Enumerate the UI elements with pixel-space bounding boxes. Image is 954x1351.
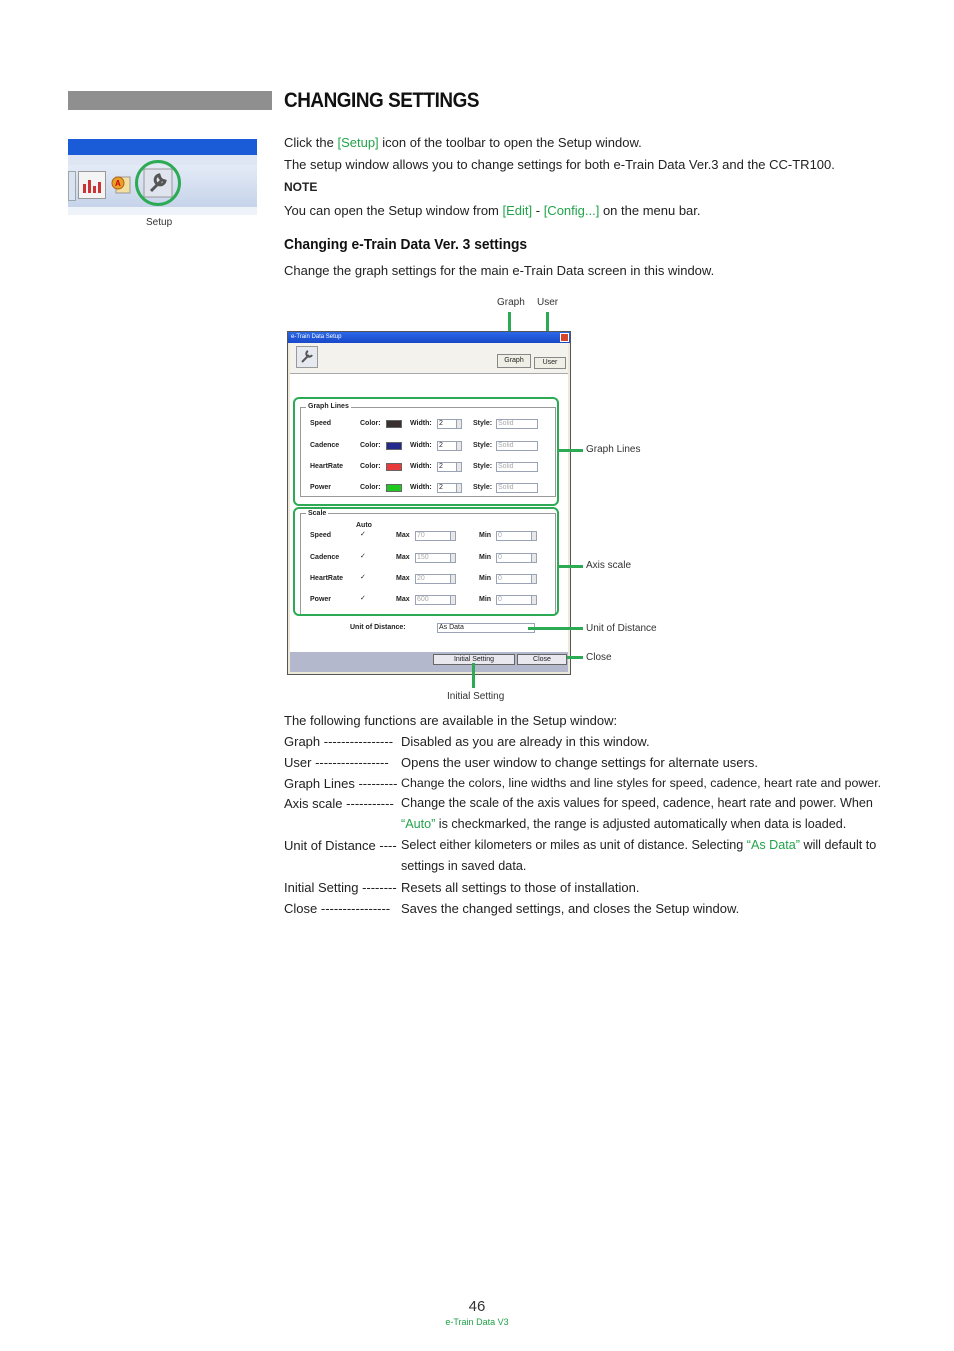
graph-lines-label: Graph Lines: [308, 403, 349, 410]
section-text: Change the graph settings for the main e-Train Data screen in this window.: [284, 263, 715, 278]
heartrate-max-field[interactable]: 20: [415, 574, 451, 584]
auto-label: Auto: [356, 522, 372, 529]
sc-row-power: Power: [310, 596, 332, 603]
style-label: Style:: [473, 484, 493, 491]
min-label: Min: [479, 575, 492, 582]
func-desc-graph-lines: Change the colors, line widths and line styles for speed, cadence, heart rate and power.: [401, 776, 882, 790]
speed-width-field[interactable]: 2: [437, 419, 457, 429]
func-desc-unit-distance: Select either kilometers or miles as unit of distance. Selecting “As Data” will default to settings in saved data.: [401, 838, 877, 873]
func-term-graph: Graph ----------------: [284, 734, 394, 749]
power-width-field[interactable]: 2: [437, 483, 457, 493]
color-label: Color:: [360, 484, 381, 491]
style-label: Style:: [473, 420, 493, 427]
wrench-icon: [296, 346, 318, 368]
setup-window-titlebar: e-Train Data Setup: [288, 332, 570, 343]
heartrate-style-select[interactable]: Solid: [496, 462, 538, 472]
callout-user-label: User: [537, 297, 559, 308]
func-desc-close: Saves the changed settings, and closes the Setup window.: [401, 901, 740, 916]
chart-icon: [78, 171, 106, 199]
heartrate-min-field[interactable]: 0: [496, 574, 532, 584]
note-label: NOTE: [284, 180, 318, 194]
min-label: Min: [479, 554, 492, 561]
func-term-initial-setting: Initial Setting --------: [284, 880, 397, 895]
width-label: Width:: [410, 420, 432, 427]
auto-checkbox-cadence[interactable]: ✓: [360, 553, 366, 560]
style-label: Style:: [473, 463, 493, 470]
header-bar: [68, 91, 272, 110]
section-heading: Changing e-Train Data Ver. 3 settings: [284, 236, 528, 253]
callout-initial-setting-line: [472, 663, 475, 688]
max-label: Max: [396, 596, 410, 603]
graph-lines-highlight: [293, 397, 559, 506]
max-label: Max: [396, 532, 410, 539]
page-number: 46: [468, 1298, 486, 1315]
cadence-max-field[interactable]: 150: [415, 553, 451, 563]
min-label: Min: [479, 532, 492, 539]
unit-distance-label: Unit of Distance:: [350, 624, 406, 631]
unit-distance-select[interactable]: As Data: [437, 623, 535, 633]
auto-checkbox-heartrate[interactable]: ✓: [360, 574, 366, 581]
window-close-icon[interactable]: [560, 333, 569, 342]
color-label: Color:: [360, 463, 381, 470]
callout-initial-setting-label: Initial Setting: [447, 691, 505, 702]
max-label: Max: [396, 554, 410, 561]
auto-checkbox-speed[interactable]: ✓: [360, 531, 366, 538]
edit-link: [Edit]: [502, 203, 533, 218]
style-label: Style:: [473, 442, 493, 449]
sc-row-speed: Speed: [310, 532, 332, 539]
callout-close-line: [567, 656, 583, 659]
gl-row-cadence: Cadence: [310, 442, 340, 449]
cadence-style-select[interactable]: Solid: [496, 441, 538, 451]
setup-highlight-circle: [135, 160, 181, 206]
power-min-field[interactable]: 0: [496, 595, 532, 605]
callout-graph-lines-line: [559, 449, 583, 452]
auto-icon: [110, 173, 132, 195]
setup-link: [Setup]: [337, 135, 379, 150]
intro-line1: Click the [Setup] icon of the toolbar to open the Setup window.: [284, 135, 642, 150]
power-max-field[interactable]: 600: [415, 595, 451, 605]
func-desc-graph: Disabled as you are already in this window.: [401, 734, 650, 749]
footer-title: e-Train Data V3: [445, 1317, 509, 1327]
width-label: Width:: [410, 484, 432, 491]
config-link: [Config...]: [543, 203, 600, 218]
page-title: CHANGING SETTINGS: [284, 89, 480, 112]
func-term-user: User -----------------: [284, 755, 389, 770]
auto-checkbox-power[interactable]: ✓: [360, 595, 366, 602]
width-label: Width:: [410, 442, 432, 449]
sc-row-heartrate: HeartRate: [310, 575, 344, 582]
power-style-select[interactable]: Solid: [496, 483, 538, 493]
setup-caption: Setup: [146, 217, 173, 228]
color-label: Color:: [360, 442, 381, 449]
initial-setting-button[interactable]: Initial Setting: [433, 654, 515, 665]
speed-max-field[interactable]: 70: [415, 531, 451, 541]
func-term-unit-distance: Unit of Distance ----: [284, 838, 397, 853]
tab-user[interactable]: User: [534, 357, 566, 369]
gl-row-heartrate: HeartRate: [310, 463, 344, 470]
func-desc-user: Opens the user window to change settings for alternate users.: [401, 755, 758, 770]
intro-line2: The setup window allows you to change settings for both e-Train Data Ver.3 and the CC-TR100.: [284, 157, 835, 172]
tab-graph[interactable]: Graph: [497, 354, 531, 368]
callout-unit-distance-line: [528, 627, 583, 630]
speed-style-select[interactable]: Solid: [496, 419, 538, 429]
func-term-close: Close ----------------: [284, 901, 391, 916]
callout-close-label: Close: [586, 652, 612, 663]
note-text: You can open the Setup window from [Edit] - [Config...] on the menu bar.: [284, 203, 701, 218]
callout-axis-scale-label: Axis scale: [586, 560, 632, 571]
max-label: Max: [396, 575, 410, 582]
functions-intro: The following functions are available in the Setup window:: [284, 713, 618, 728]
sc-row-cadence: Cadence: [310, 554, 340, 561]
cadence-width-field[interactable]: 2: [437, 441, 457, 451]
color-label: Color:: [360, 420, 381, 427]
setup-window-footer: [290, 652, 568, 672]
func-term-axis-scale: Axis scale -----------: [284, 796, 394, 811]
svg-text:A: A: [115, 179, 121, 188]
scale-label: Scale: [308, 510, 327, 517]
gl-row-power: Power: [310, 484, 332, 491]
heartrate-width-field[interactable]: 2: [437, 462, 457, 472]
cadence-min-field[interactable]: 0: [496, 553, 532, 563]
gl-row-speed: Speed: [310, 420, 332, 427]
close-button[interactable]: Close: [517, 654, 567, 665]
speed-min-field[interactable]: 0: [496, 531, 532, 541]
func-desc-axis-scale: Change the scale of the axis values for speed, cadence, heart rate and power. When “Auto” is checkmarked, the range is adjusted automatically when data is loaded.: [401, 796, 873, 831]
func-term-graph-lines: Graph Lines ---------: [284, 776, 398, 791]
min-label: Min: [479, 596, 492, 603]
callout-axis-scale-line: [559, 565, 583, 568]
callout-graph-lines-label: Graph Lines: [586, 444, 641, 455]
axis-scale-highlight: [293, 507, 559, 616]
callout-graph-label: Graph: [497, 297, 525, 308]
width-label: Width:: [410, 463, 432, 470]
setup-toolbar: [290, 343, 568, 374]
func-desc-initial-setting: Resets all settings to those of installation.: [401, 880, 640, 895]
callout-unit-distance-label: Unit of Distance: [586, 623, 657, 634]
